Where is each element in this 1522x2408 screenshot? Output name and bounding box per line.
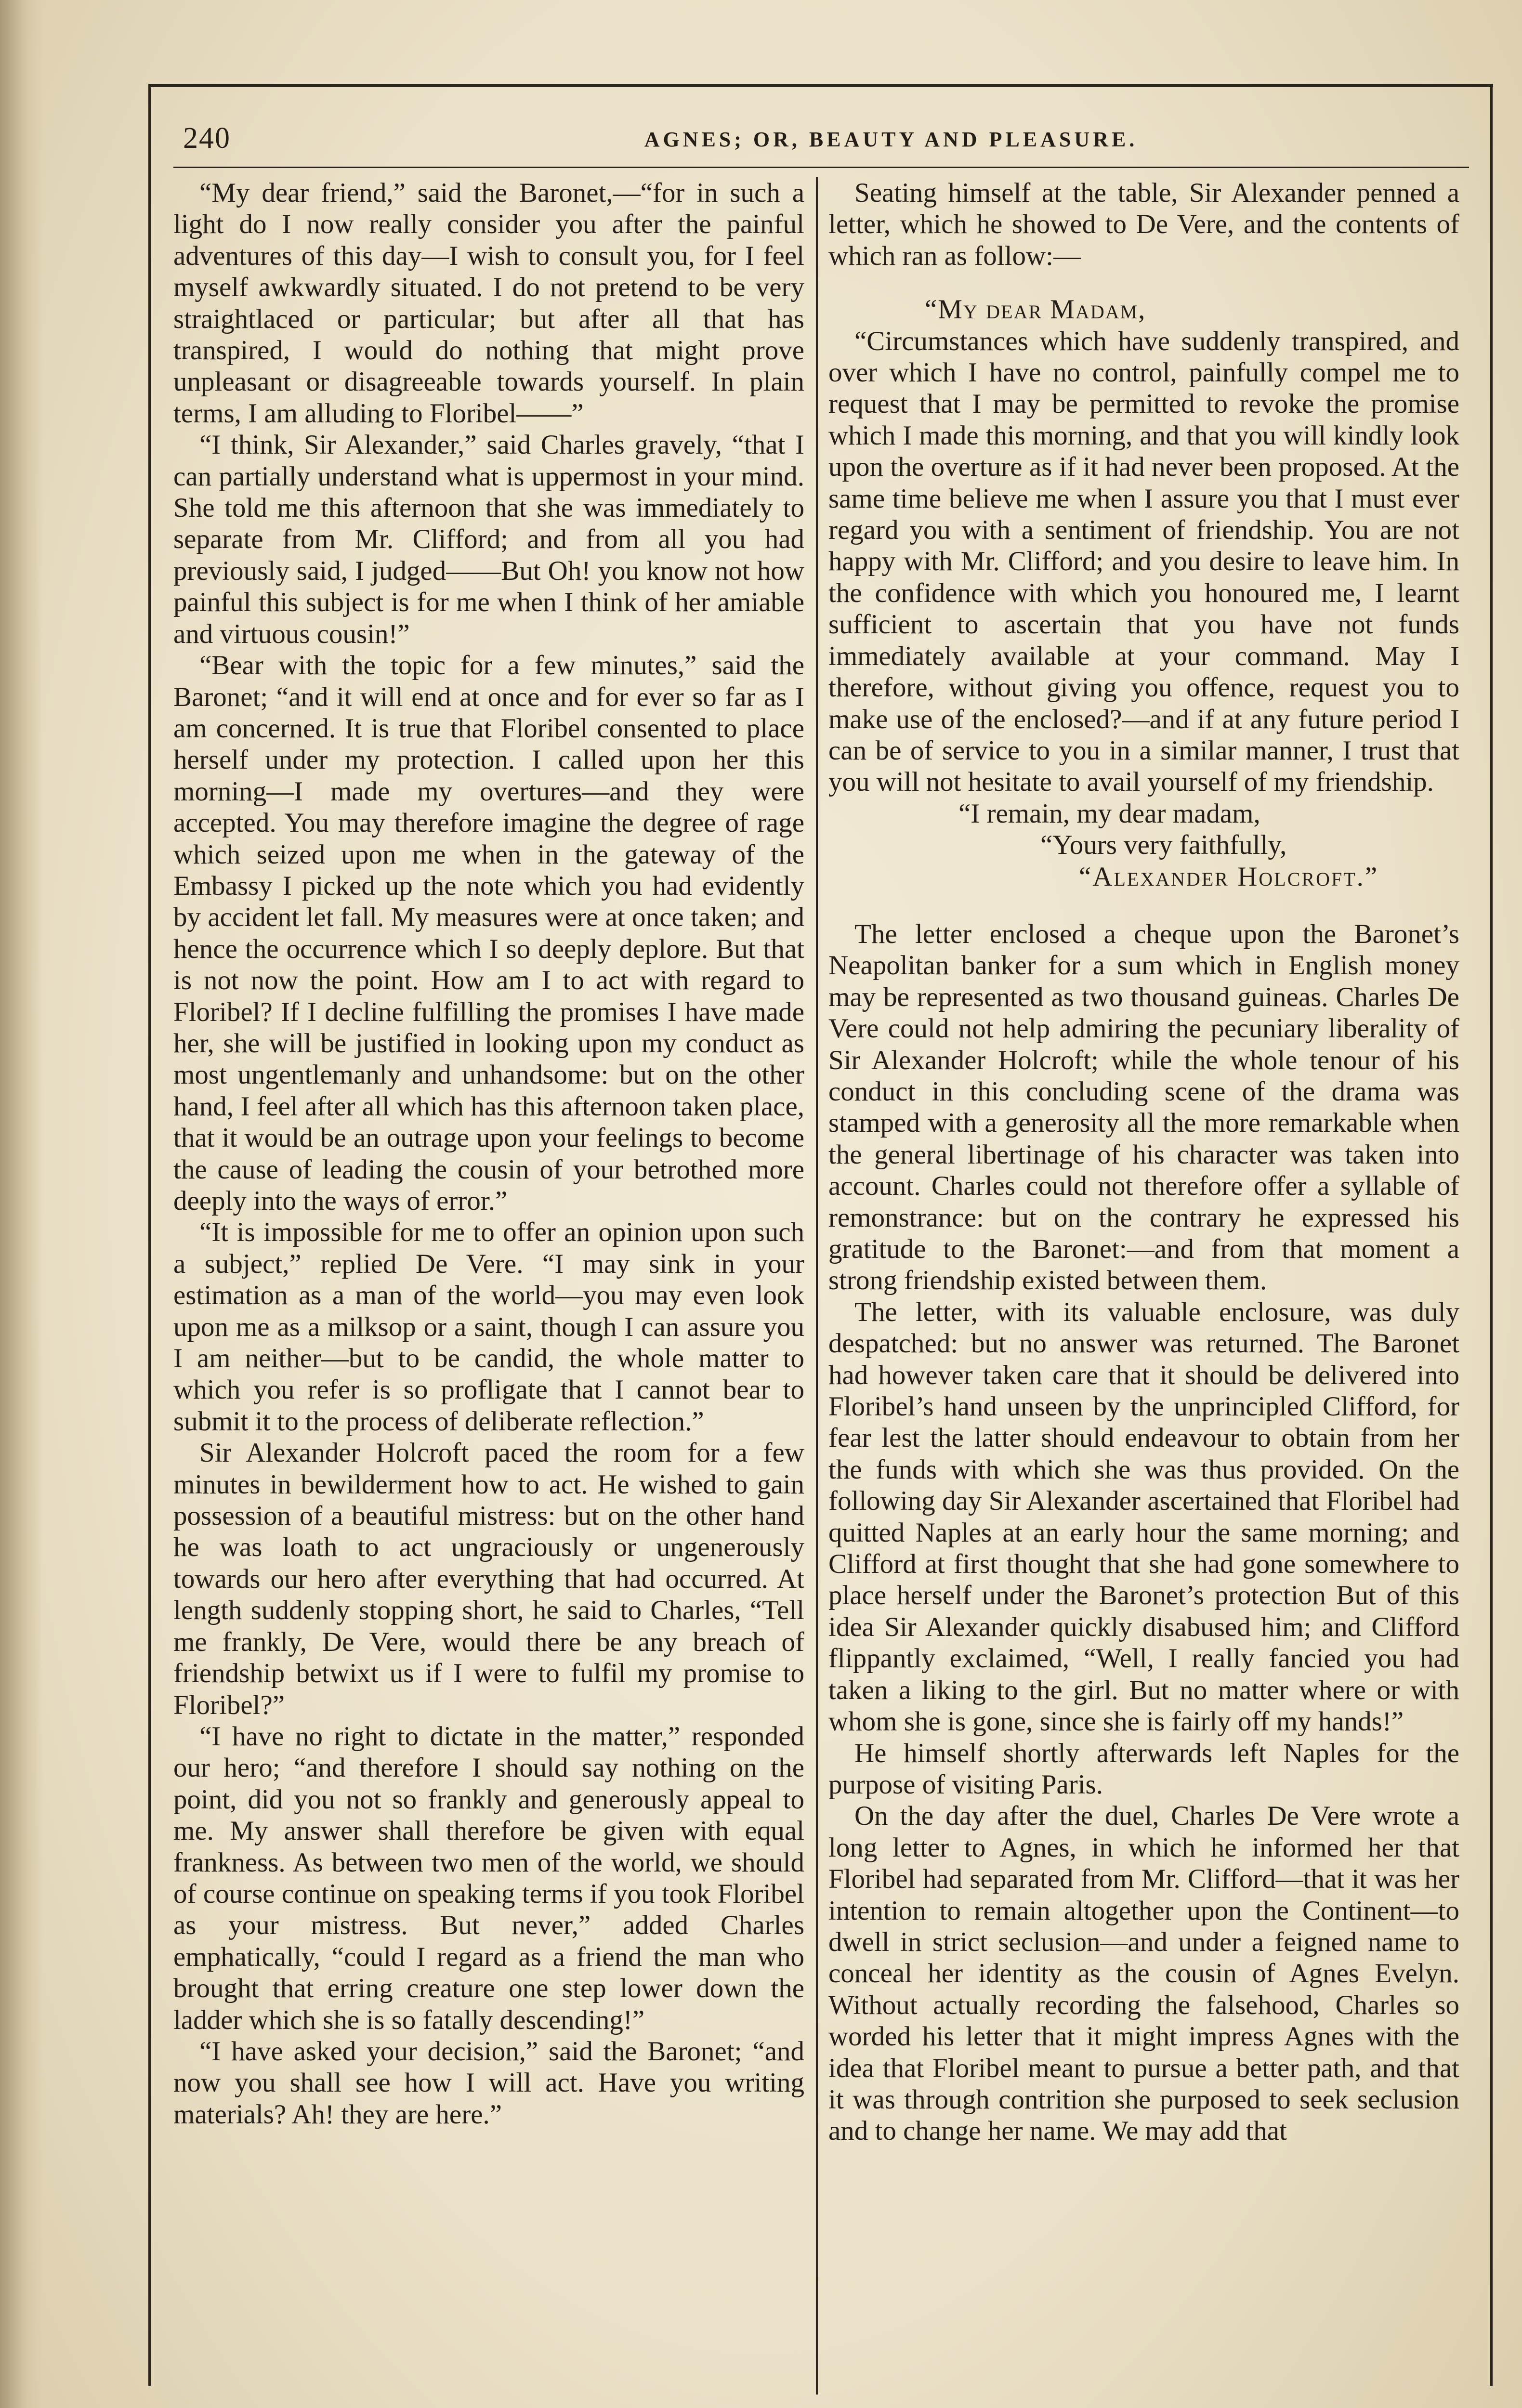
paragraph: “My dear friend,” said the Baronet,—“for in such a light do I now really consider you after the painful adventures of this day—I wish to consult you, for I feel myself awkwardly situated. I do not pretend to be very straightlaced or particular; but after all that has transpired, I would do nothing that might prove unpleasant or disagreeable towards yourself. In plain terms, I am alluding to Floribel——” <box>173 178 804 429</box>
paragraph: The letter enclosed a cheque upon the Baronet’s Neapolitan banker for a sum which in English money may be represented as two thousand guineas. Charles De Vere could not help admiring the pecuniary liberality of Sir Alexander Holcroft; while the whole tenour of his conduct in this concluding scene of the drama was stamped with a generosity all the more remarkable when the general libertinage of his character was taken into account. Charles could not therefore offer a syllable of remonstrance: but on the contrary he expressed his gratitude to the Baronet:—and from that moment a strong friendship existed between them. <box>828 918 1459 1296</box>
letter-closing: “Yours very faithfully, <box>1040 830 1287 861</box>
paragraph: “It is impossible for me to offer an opinion upon such a subject,” replied De Vere. “I may sink in your estimation as a man of the world—you may even look upon me as a milksop or a saint, though I can assure you I am neither—but to be candid, the whole matter to which you refer is so profligate that I cannot bear to submit it to the process of deliberate reflection.” <box>173 1217 804 1437</box>
paragraph: He himself shortly afterwards left Naples for the purpose of visiting Paris. <box>828 1738 1459 1800</box>
top-border-rule <box>149 84 1493 87</box>
paragraph: The letter, with its valuable enclosure, was duly despatched: but no answer was returned. The Baronet had however taken care that it should be delivered into Floribel’s hand unseen by the unprincipled Clifford, for fear lest the latter should endeavour to obtain from her the funds with which she was thus provided. On the following day Sir Alexander ascertained that Floribel had quitted Naples at an early hour the same morning; and Clifford at first thought that she had gone somewhere to place herself under the Baronet’s protection But of this idea Sir Alexander quickly disabused him; and Clifford flippantly exclaimed, “Well, I really fancied you had taken a liking to the girl. But no matter where or with whom she is gone, since she is fairly off my hands!” <box>828 1296 1459 1737</box>
page-header <box>183 121 1474 165</box>
letter-salutation: “My dear Madam, <box>925 294 1146 325</box>
letter-body: “Circumstances which have suddenly transpired, and over which I have no control, painfully compel me to request that I may be permitted to revoke the promise which I made this morning, and that you will kindly look upon the overture as if it had never been proposed. At the same time believe me when I assure you that I must ever regard you with a sentiment of friendship. You are not happy with Mr. Clifford; and you desire to leave him. In the confidence with which you honoured me, I learnt sufficient to ascertain that you have not funds immediately available at your command. May I therefore, without giving you offence, request you to make use of the enclosed?—and if at any future period I can be of service to you in a similar manner, I trust that you will not hesitate to avail yourself of my friendship. <box>828 326 1459 798</box>
paragraph: “I have no right to dictate in the matter,” responded our hero; “and therefore I should say nothing on the point, did you not so frankly and generously appeal to me. My answer shall therefore be given with equal frankness. As between two men of the world, we should of course continue on speaking terms if you took Floribel as your mistress. But never,” added Charles emphatically, “could I regard as a friend the man who brought that erring creature one step lower down the ladder which she is so fatally descending!” <box>173 1721 804 2035</box>
left-text-column <box>173 177 804 2130</box>
left-margin-rule <box>148 84 151 2386</box>
running-title: AGNES; OR, BEAUTY AND PLEASURE. <box>644 128 1138 151</box>
paragraph: “I think, Sir Alexander,” said Charles gravely, “that I can partially understand what is uppermost in your mind. She told me this afternoon that she was immediately to separate from Mr. Clifford; and from all you had previously said, I judged——But Oh! you know not how painful this subject is for me when I think of her amiable and virtuous cousin!” <box>173 430 804 649</box>
header-underline <box>173 167 1469 168</box>
paragraph: Seating himself at the table, Sir Alexander penned a letter, which he showed to De Vere, and the contents of which ran as follow:— <box>828 178 1459 271</box>
paragraph: Sir Alexander Holcroft paced the room for a few minutes in bewilderment how to act. He wished to gain possession of a beautiful mistress: but on the other hand he was loath to act ungraciously or ungenerously towards our hero after everything that had occurred. At length suddenly stopping short, he said to Charles, “Tell me frankly, De Vere, would there be any breach of friendship betwixt us if I were to fulfil my promise to Floribel?” <box>173 1438 804 1720</box>
right-text-column <box>828 177 1459 2147</box>
column-divider <box>816 177 818 2395</box>
paragraph: “I have asked your decision,” said the Baronet; “and now you shall see how I will act. Have you writing materials? Ah! they are here.” <box>173 2036 804 2130</box>
binding-shadow <box>0 0 43 2408</box>
paragraph: On the day after the duel, Charles De Vere wrote a long letter to Agnes, in which he informed her that Floribel had separated from Mr. Clifford—that it was her intention to remain altogether upon the Continent—to dwell in strict seclusion—and under a feigned name to conceal her identity as the cousin of Agnes Evelyn. Without actually recording the falsehood, Charles so worded his letter that it might impress Agnes with the idea that Floribel meant to pursue a better path, and that it was through contrition she purposed to seek seclusion and to change her name. We may add that <box>828 1801 1459 2146</box>
paragraph: “Bear with the topic for a few minutes,” said the Baronet; “and it will end at once and for ever so far as I am concerned. It is true that Floribel consented to place herself under my protection. I called upon her this morning—I made my overtures—and they were accepted. You may therefore imagine the degree of rage which seized upon me when in the gateway of the Embassy I picked up the note which you had evidently by accident let fall. My measures were at once taken; and hence the occurrence which I so deeply deplore. But that is not now the point. How am I to act with regard to Floribel? If I decline fulfilling the promises I have made her, she will be justified in looking upon my conduct as most ungentlemanly and unhandsome: but on the other hand, I feel after all which has this afternoon taken place, that it would be an outrage upon your feelings to become the cause of leading the cousin of your betrothed more deeply into the ways of error.” <box>173 650 804 1216</box>
page-number: 240 <box>183 122 231 155</box>
right-margin-rule <box>1490 84 1493 2386</box>
letter-signature: “Alexander Holcroft.” <box>1079 861 1379 892</box>
letter-closing: “I remain, my dear madam, <box>958 798 1260 829</box>
